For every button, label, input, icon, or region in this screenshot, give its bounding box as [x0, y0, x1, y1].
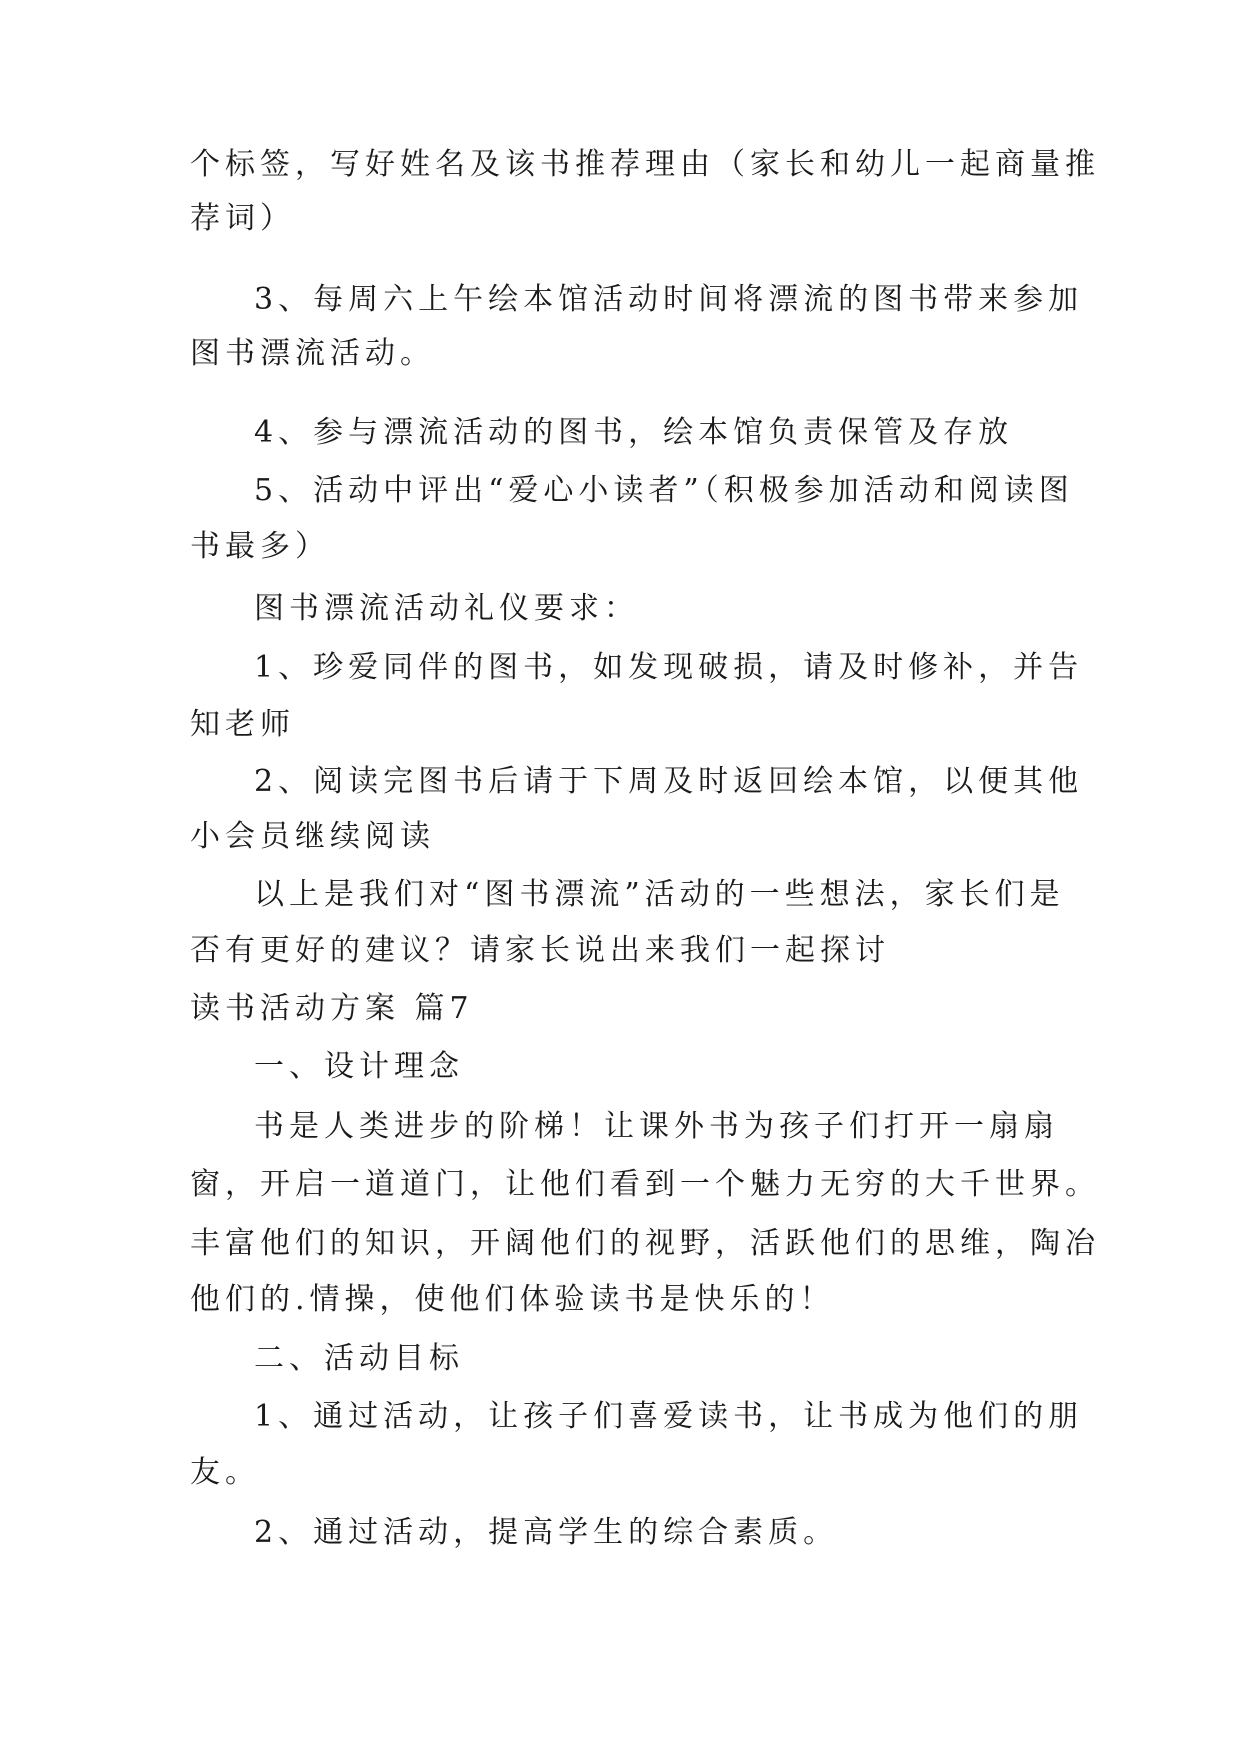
- text-line: 4、参与漂流活动的图书，绘本馆负责保管及存放: [254, 415, 1014, 450]
- text-line: 书最多）: [190, 529, 330, 564]
- text-line: 书是人类进步的阶梯！让课外书为孩子们打开一扇扇: [254, 1109, 1059, 1144]
- text-line: 图书漂流活动礼仪要求：: [254, 591, 639, 626]
- text-line: 5、活动中评出“爱心小读者”（积极参加活动和阅读图: [254, 473, 1074, 508]
- text-line: 友。: [190, 1455, 260, 1490]
- text-line: 1、珍爱同伴的图书，如发现破损，请及时修补，并告: [254, 650, 1084, 685]
- text-line: 2、通过活动，提高学生的综合素质。: [254, 1515, 839, 1550]
- text-line: 1、通过活动，让孩子们喜爱读书，让书成为他们的朋: [254, 1399, 1084, 1434]
- section-heading: 读书活动方案 篇7: [190, 991, 474, 1026]
- text-line: 小会员继续阅读: [190, 819, 435, 854]
- text-line: 知老师: [190, 707, 295, 742]
- text-line: 图书漂流活动。: [190, 336, 435, 371]
- subsection-heading: 二、活动目标: [254, 1341, 464, 1376]
- text-line: 他们的.情操，使他们体验读书是快乐的！: [190, 1282, 835, 1317]
- text-line: 否有更好的建议？请家长说出来我们一起探讨: [190, 933, 890, 968]
- text-line: 丰富他们的知识，开阔他们的视野，活跃他们的思维，陶冶: [190, 1226, 1100, 1261]
- text-line: 以上是我们对“图书漂流”活动的一些想法，家长们是: [254, 877, 1065, 912]
- text-line: 3、每周六上午绘本馆活动时间将漂流的图书带来参加: [254, 282, 1084, 317]
- text-line: 荐词）: [190, 201, 295, 236]
- subsection-heading: 一、设计理念: [254, 1049, 464, 1084]
- text-line: 窗，开启一道道门，让他们看到一个魅力无穷的大千世界。: [190, 1167, 1100, 1202]
- text-line: 2、阅读完图书后请于下周及时返回绘本馆，以便其他: [254, 764, 1084, 799]
- text-line: 个标签，写好姓名及该书推荐理由（家长和幼儿一起商量推: [190, 147, 1100, 182]
